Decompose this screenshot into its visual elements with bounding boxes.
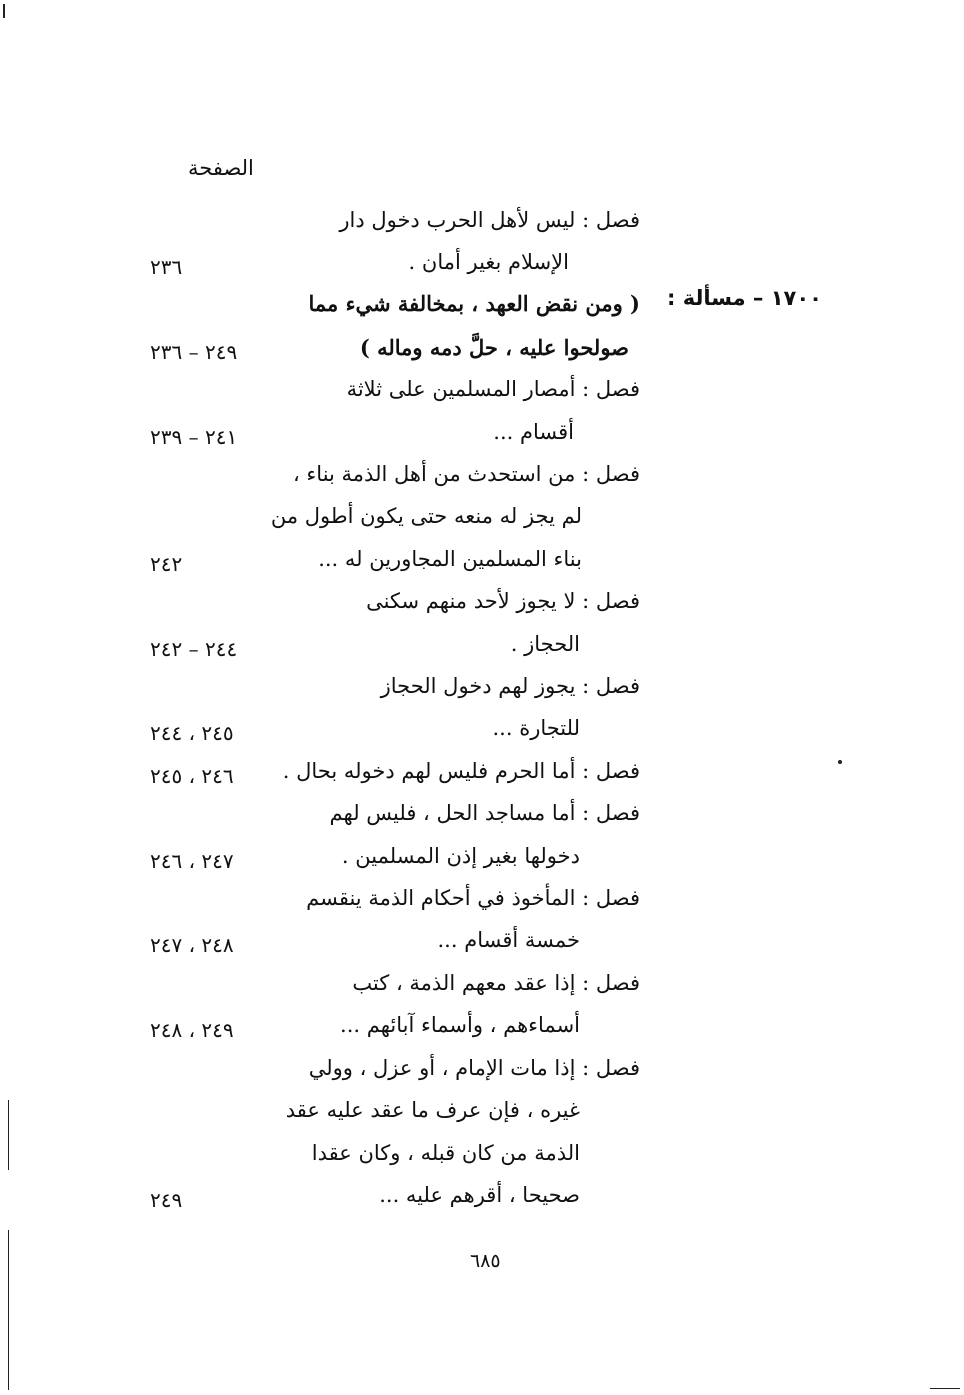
entry-line: فصل : ليس لأهل الحرب دخول دار <box>339 208 640 232</box>
page-ref: ٢٤٨ ، ٢٤٧ <box>150 933 234 957</box>
entry-line: فصل : أمصار المسلمين على ثلاثة <box>346 377 640 401</box>
entry-line: الحجاز . <box>510 632 580 656</box>
page-ref: ٢٤١ – ٢٣٩ <box>150 425 238 449</box>
page-ref: ٢٤٩ <box>150 1188 183 1212</box>
page-ref: ٢٤٤ – ٢٤٢ <box>150 637 238 661</box>
entry-line: فصل : أما الحرم فليس لهم دخوله بحال . <box>282 759 640 783</box>
entry-line: أسماءهم ، وأسماء آبائهم ... <box>340 1013 580 1037</box>
entry-line: الإسلام بغير أمان . <box>408 250 569 274</box>
entry-line: فصل : أما مساجد الحل ، فليس لهم <box>329 801 640 825</box>
entry-line: دخولها بغير إذن المسلمين . <box>341 844 580 868</box>
entry-line: بناء المسلمين المجاورين له ... <box>318 547 582 571</box>
page-ref: ٢٤٧ ، ٢٤٦ <box>150 849 234 873</box>
page-column-header: الصفحة <box>188 156 254 180</box>
entry-line: غيره ، فإن عرف ما عقد عليه عقد <box>285 1098 580 1122</box>
page-ref: ٢٤٥ ، ٢٤٤ <box>150 721 234 745</box>
entry-line: فصل : المأخوذ في أحكام الذمة ينقسم <box>306 886 640 910</box>
scan-mark <box>8 1100 9 1170</box>
entry-line: صولحوا عليه ، حلَّ دمه وماله ) <box>359 335 629 360</box>
entry-line: فصل : من استحدث من أهل الذمة بناء ، <box>292 462 640 486</box>
page-ref: ٢٣٦ <box>150 255 183 279</box>
entry-line: فصل : لا يجوز لأحد منهم سكنى <box>366 589 640 613</box>
page-ref: ٢٤٦ ، ٢٤٥ <box>150 764 234 788</box>
entry-line: للتجارة ... <box>492 716 580 740</box>
scan-mark <box>930 1388 960 1389</box>
entry-line: لم يجز له منعه حتى يكون أطول من <box>270 504 582 528</box>
entry-line: أقسام ... <box>493 420 574 444</box>
entry-line: فصل : يجوز لهم دخول الحجاز <box>380 674 640 698</box>
entry-line: الذمة من كان قبله ، وكان عقدا <box>311 1141 580 1165</box>
entry-line: فصل : إذا عقد معهم الذمة ، كتب <box>352 971 640 995</box>
scan-mark <box>3 4 5 18</box>
page-number: ٦٨٥ <box>470 1250 501 1272</box>
entry-line: ( ومن نقض العهد ، بمخالفة شيء مما <box>308 291 640 316</box>
issue-number-label: ١٧٠٠ – مسألة : <box>667 286 822 310</box>
entry-line: فصل : إذا مات الإمام ، أو عزل ، وولي <box>308 1056 640 1080</box>
page-ref: ٢٤٩ – ٢٣٦ <box>150 340 238 364</box>
entry-line: خمسة أقسام ... <box>437 928 580 952</box>
scan-mark <box>838 760 842 764</box>
scan-mark <box>8 1230 9 1390</box>
page-ref: ٢٤٩ ، ٢٤٨ <box>150 1018 234 1042</box>
entry-line: صحيحا ، أقرهم عليه ... <box>379 1183 580 1207</box>
page-ref: ٢٤٢ <box>150 552 183 576</box>
